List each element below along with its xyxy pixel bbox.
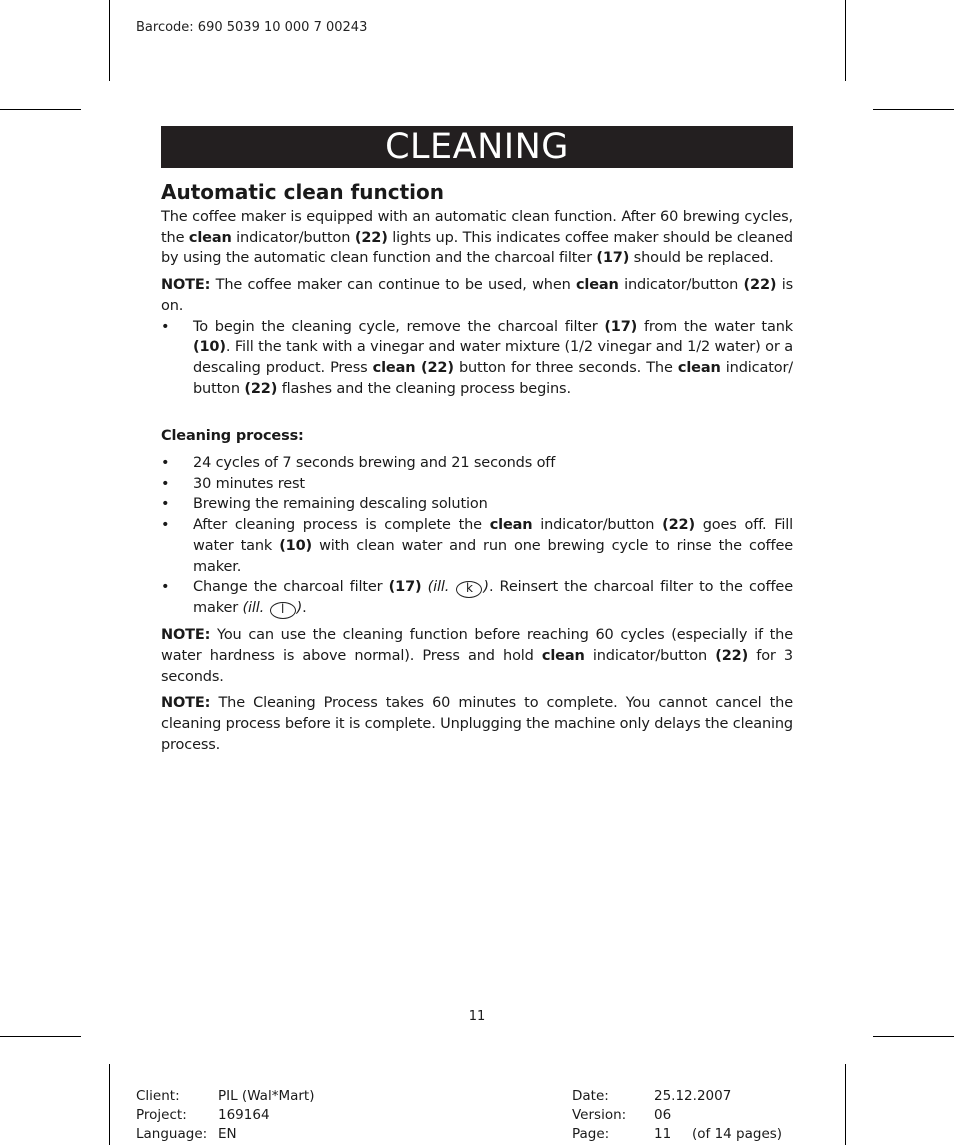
crop-mark xyxy=(109,0,110,81)
note-paragraph: NOTE: You can use the cleaning function before reaching 60 cycles (especially if the water hardness is above normal). Press and hold clean indicator/button (22) for 3 seconds. xyxy=(161,627,794,685)
list-item: • 30 minutes rest xyxy=(161,475,305,492)
crop-mark xyxy=(109,1064,110,1145)
crop-mark xyxy=(873,1036,954,1037)
illustration-reference-icon: l xyxy=(270,602,296,619)
footer-meta-right: Date: 25.12.2007 Version: 06 Page: 11 (of 14 pages) xyxy=(572,1088,783,1142)
crop-mark xyxy=(845,1064,846,1145)
instruction-list xyxy=(161,317,793,400)
page-number: 11 xyxy=(468,1009,486,1024)
list-item: • To begin the cleaning cycle, remove the charcoal filter (17) from the water tank (10). Fill the tank with a vinegar and water mixture (1/2 vinegar and 1/2 water) or a descaling product. Press clean (22) button for three seconds. The clean indicator/ button (22) flashes and the cleaning process begins. xyxy=(161,318,793,397)
barcode-text: Barcode: 690 5039 10 000 7 00243 xyxy=(136,20,368,35)
content-area xyxy=(161,178,793,761)
crop-mark xyxy=(845,0,846,81)
footer-meta-left: Client: PIL (Wal*Mart) Project: 169164 Language: EN xyxy=(136,1088,315,1142)
list-item: • 24 cycles of 7 seconds brewing and 21 seconds off xyxy=(161,455,556,472)
list-item: • Brewing the remaining descaling solution xyxy=(161,496,488,513)
list-item: • After cleaning process is complete the clean indicator/button (22) goes off. Fill water tank (10) with clean water and run one brewing cycle to rinse the coffee maker. xyxy=(161,517,794,575)
process-heading: Cleaning process: xyxy=(161,428,304,445)
intro-paragraph: The coffee maker is equipped with an automatic clean function. After 60 brewing cycles, the clean indicator/button (22) lights up. This indicates coffee maker should be cleaned by using the automatic clean function and the charcoal filter (17) should be replaced. xyxy=(161,209,793,267)
note-paragraph: NOTE: The coffee maker can continue to be used, when clean indicator/button (22) is on. xyxy=(161,277,793,314)
section-heading: Automatic clean function xyxy=(161,180,444,204)
process-list xyxy=(161,453,793,619)
crop-mark xyxy=(0,1036,81,1037)
list-item: • Change the charcoal filter (17) (ill. k ). Reinsert the charcoal filter to the coffee maker (ill. l ). xyxy=(161,577,793,619)
illustration-reference-icon: k xyxy=(456,581,482,598)
note-paragraph: NOTE: The Cleaning Process takes 60 minutes to complete. You cannot cancel the cleaning process before it is complete. Unplugging the machine only delays the cleaning process. xyxy=(161,695,793,753)
page-title: CLEANING xyxy=(161,126,793,168)
crop-mark xyxy=(0,109,81,110)
crop-mark xyxy=(873,109,954,110)
